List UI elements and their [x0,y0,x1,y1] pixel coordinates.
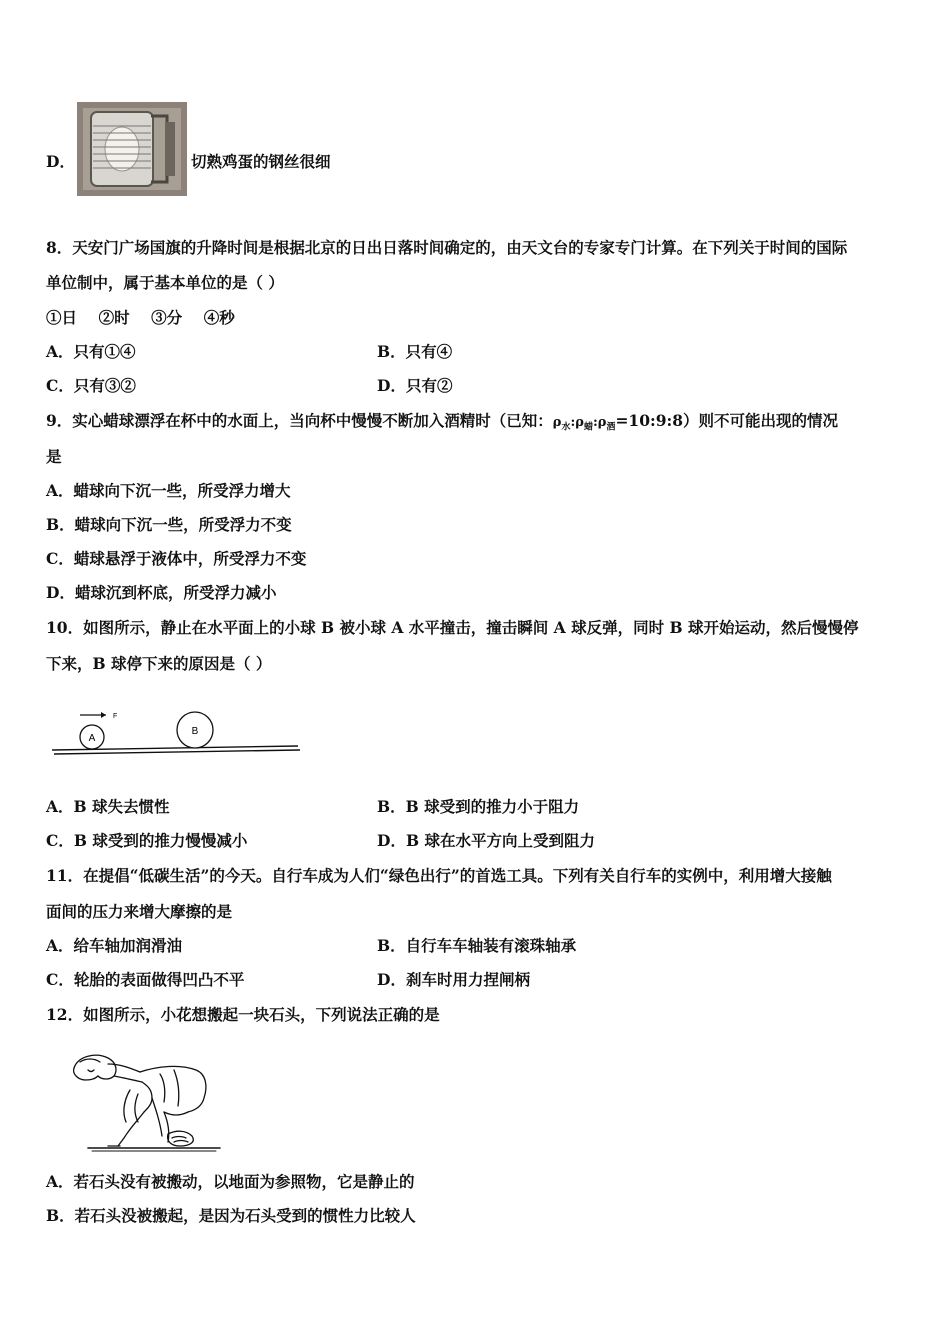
q12-stem: 12．如图所示，小花想搬起一块石头，下列说法正确的是 [46,1005,440,1024]
q10-option-b: B．B 球受到的推力小于阻力 [377,797,580,816]
rho-symbol: ρ [575,415,584,430]
q11-option-b: B．自行车车轴装有滚珠轴承 [377,936,577,955]
q11-stem-line1: 11．在提倡“低碳生活”的今天。自行车成为人们“绿色出行”的首选工具。下列有关自行车的实例中，利用增大接触 [46,866,832,885]
egg-slicer-photo [77,102,187,196]
rho-water [552,415,616,433]
sub-water: 水 [561,422,571,433]
q9-stem-line1 [46,411,838,438]
q9-stem-suffix: =10:9:8）则不可能出现的情况 [615,411,839,430]
rho-symbol: ρ [552,415,562,430]
q11-option-d: D．刹车时用力捏闸柄 [377,970,530,989]
q8-stem-line2: 单位制中，属于基本单位的是（ ） [46,273,284,292]
q7-option-d-text: 切熟鸡蛋的钢丝很细 [191,152,331,171]
rho-symbol: ρ [597,415,607,430]
q8-option-a: A．只有①④ [46,342,136,361]
q9-option-a: A．蜡球向下沉一些，所受浮力增大 [46,481,291,500]
force-label: F [113,713,118,720]
q8-stem-line1: 8．天安门广场国旗的升降时间是根据北京的日出日落时间确定的，由天文台的专家专门计算。在下列关于时间的国际 [46,238,848,257]
q11-option-a: A．给车轴加润滑油 [46,936,183,955]
ball-b-label: B [191,726,199,737]
q12-option-b: B．若石头没被搬起，是因为石头受到的惯性力比较人 [46,1206,416,1225]
sub-alcohol: 酒 [606,422,616,433]
q10-option-d: D．B 球在水平方向上受到阻力 [377,831,595,850]
q8-option-d: D．只有② [377,376,453,395]
q9-option-c: C．蜡球悬浮于液体中，所受浮力不变 [46,549,307,568]
q10-balls-figure [50,706,302,758]
ratio-colon: : [570,415,576,430]
q11-option-c: C．轮胎的表面做得凹凸不平 [46,970,245,989]
q9-option-d: D．蜡球沉到杯底，所受浮力减小 [46,583,277,602]
q7-option-d-letter: D． [46,152,75,171]
q10-stem-line1: 10．如图所示，静止在水平面上的小球 B 被小球 A 水平撞击，撞击瞬间 A 球反弹，同时 B 球开始运动，然后慢慢停 [46,618,859,637]
q10-stem-line2: 下来，B 球停下来的原因是（ ） [46,654,272,673]
sub-wax: 蜡 [583,422,593,433]
ball-a-label: A [88,733,96,744]
q8-option-c: C．只有③② [46,376,136,395]
q10-option-a: A．B 球失去惯性 [46,797,170,816]
ratio-colon: : [592,415,598,430]
girl-lifting-stone-figure [68,1050,226,1154]
q9-stem-line2: 是 [46,447,62,466]
q8-choices: ①日 ②时 ③分 ④秒 [46,308,235,327]
q10-option-c: C．B 球受到的推力慢慢减小 [46,831,248,850]
q9-option-b: B．蜡球向下沉一些，所受浮力不变 [46,515,292,534]
q11-stem-line2: 面间的压力来增大摩擦的是 [46,902,233,921]
q9-stem-prefix: 9．实心蜡球漂浮在杯中的水面上，当向杯中慢慢不断加入酒精时（已知： [46,411,553,430]
q12-option-a: A．若石头没有被搬动，以地面为参照物，它是静止的 [46,1172,415,1191]
q8-option-b: B．只有④ [377,342,453,361]
